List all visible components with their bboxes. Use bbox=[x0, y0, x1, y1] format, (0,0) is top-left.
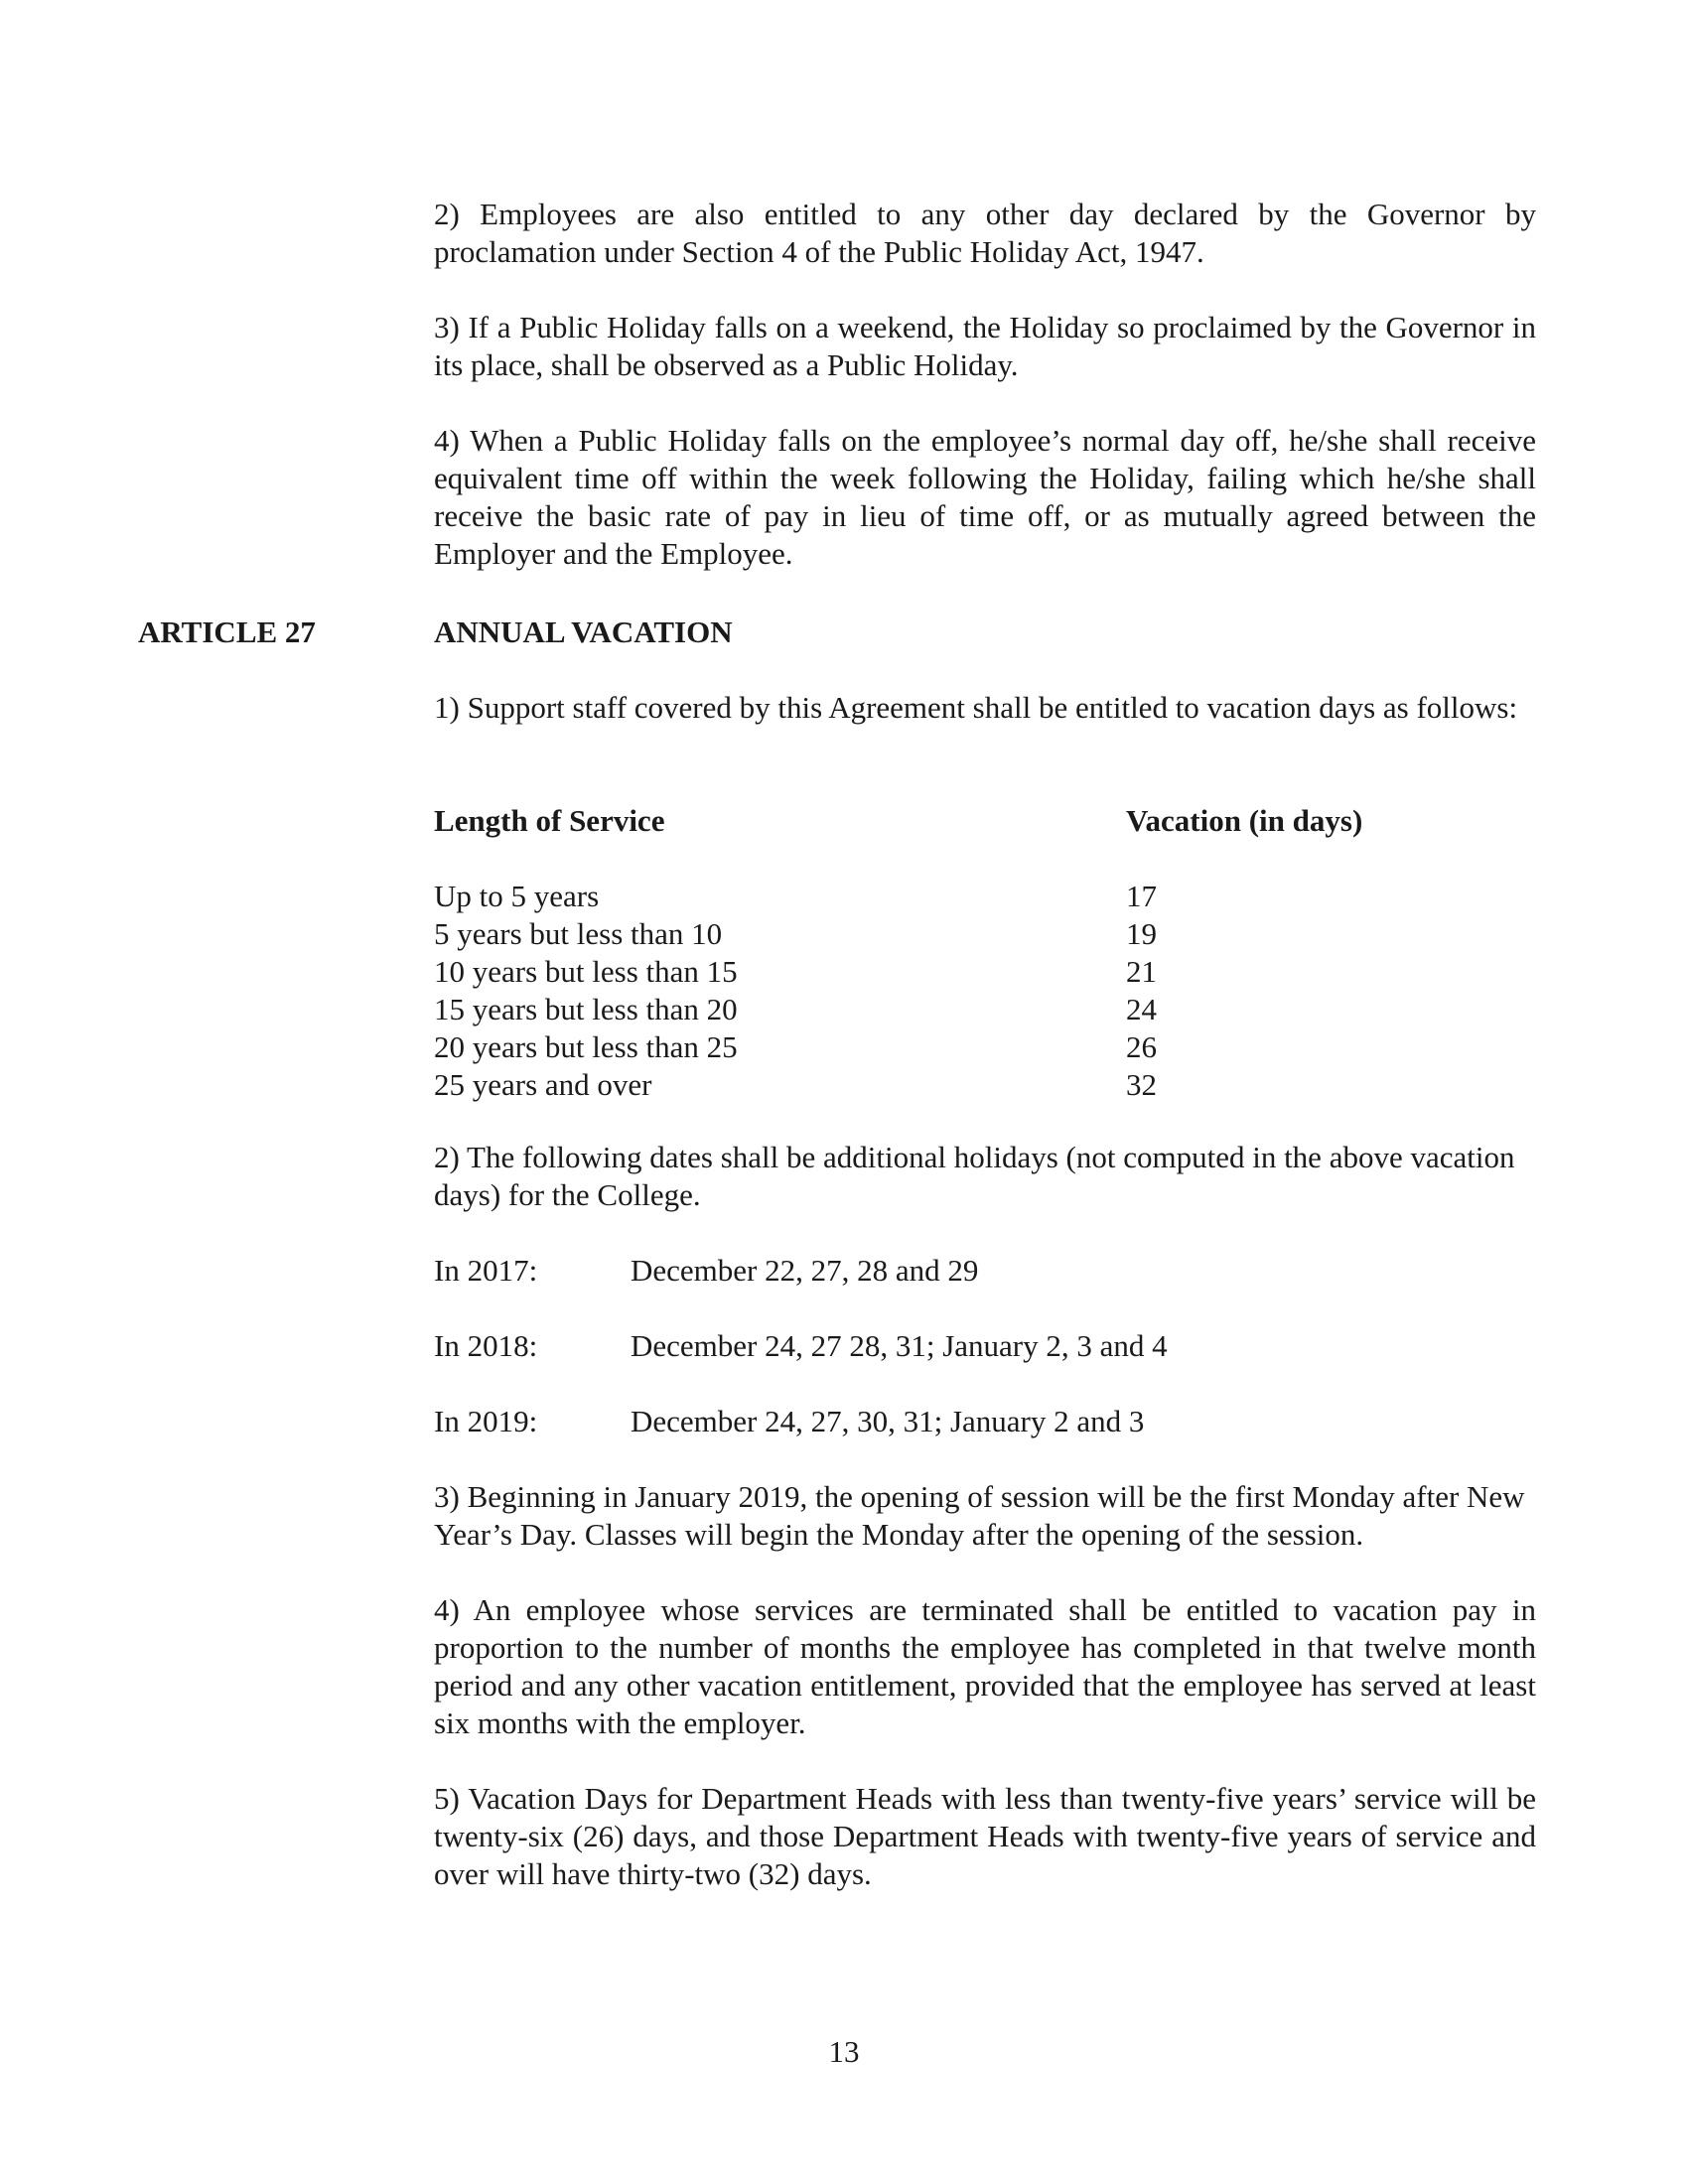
table-header-row bbox=[434, 802, 1536, 840]
table-row bbox=[434, 991, 1536, 1028]
vacation-paragraph-3: 3) Beginning in January 2019, the opening of session will be the first Monday after New Year’s Day. Classes will begin the Monday after the opening of the session. bbox=[434, 1479, 1525, 1552]
article-title: ANNUAL VACATION bbox=[434, 614, 733, 649]
holiday-dates-row bbox=[434, 1403, 1536, 1440]
service-length-cell: Up to 5 years bbox=[434, 879, 600, 913]
holiday-paragraph-2: 2) Employees are also entitled to any other day declared by the Governor by proclamation under Section 4 of the Public Holiday Act, 1947. bbox=[434, 197, 1536, 269]
service-length-cell: 20 years but less than 25 bbox=[434, 1029, 738, 1064]
vacation-paragraph-1: 1) Support staff covered by this Agreement shall be entitled to vacation days as follows: bbox=[434, 690, 1518, 725]
vacation-paragraph-5: 5) Vacation Days for Department Heads with less than twenty-five years’ service will be twenty-six (26) days, and those Department Heads with twenty-five years of service and over will have thirty-two (32) days. bbox=[434, 1781, 1536, 1891]
service-length-cell: 25 years and over bbox=[434, 1067, 652, 1102]
table-row bbox=[434, 915, 1536, 953]
holiday-paragraph-4: 4) When a Public Holiday falls on the employee’s normal day off, he/she shall receive equivalent time off within the week following the Holiday, failing which he/she shall receive the basic rate of pay in lieu of time off, or as mutually agreed between the Employer and the Employee. bbox=[434, 423, 1536, 571]
holiday-dates: December 22, 27, 28 and 29 bbox=[631, 1253, 979, 1288]
column-header-vacation-days: Vacation (in days) bbox=[1126, 803, 1363, 838]
article-label: ARTICLE 27 bbox=[138, 614, 316, 649]
holiday-dates-row bbox=[434, 1327, 1536, 1365]
service-length-cell: 10 years but less than 15 bbox=[434, 954, 738, 989]
vacation-days-cell: 17 bbox=[1126, 879, 1157, 913]
holiday-year: In 2017: bbox=[434, 1253, 538, 1288]
holiday-year: In 2019: bbox=[434, 1404, 538, 1438]
service-length-cell: 15 years but less than 20 bbox=[434, 992, 738, 1026]
table-row bbox=[434, 1028, 1536, 1066]
vacation-days-cell: 26 bbox=[1126, 1029, 1157, 1064]
vacation-days-cell: 19 bbox=[1126, 916, 1157, 951]
vacation-days-cell: 21 bbox=[1126, 954, 1157, 989]
holiday-dates: December 24, 27, 30, 31; January 2 and 3 bbox=[631, 1404, 1145, 1438]
column-header-length-of-service: Length of Service bbox=[434, 803, 665, 838]
table-row bbox=[434, 953, 1536, 991]
service-length-cell: 5 years but less than 10 bbox=[434, 916, 723, 951]
vacation-days-cell: 32 bbox=[1126, 1067, 1157, 1102]
holiday-year: In 2018: bbox=[434, 1328, 538, 1363]
vacation-table bbox=[434, 802, 1536, 1104]
holiday-paragraph-3: 3) If a Public Holiday falls on a weekend, the Holiday so proclaimed by the Governor in its place, shall be observed as a Public Holiday. bbox=[434, 310, 1536, 382]
vacation-days-cell: 24 bbox=[1126, 992, 1157, 1026]
holiday-dates: December 24, 27 28, 31; January 2, 3 and 4 bbox=[631, 1328, 1168, 1363]
holiday-dates-row bbox=[434, 1252, 1536, 1290]
page-number: 13 bbox=[828, 2034, 860, 2069]
table-row bbox=[434, 1066, 1536, 1104]
vacation-paragraph-2: 2) The following dates shall be additional holidays (not computed in the above vacation days) for the College. bbox=[434, 1140, 1515, 1212]
table-row bbox=[434, 878, 1536, 915]
vacation-paragraph-4: 4) An employee whose services are terminated shall be entitled to vacation pay in proportion to the number of months the employee has completed in that twelve month period and any other vacation entitlement, provided that the employee has served at least six months with the employer. bbox=[434, 1592, 1536, 1740]
